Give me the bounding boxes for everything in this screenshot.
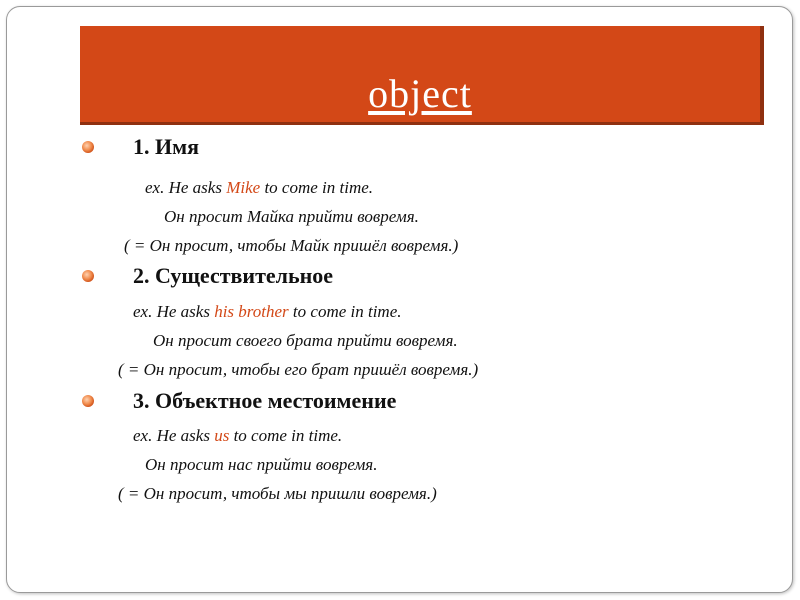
example-prefix: ex. He asks [145, 178, 227, 197]
translation-3: Он просит нас прийти вовремя. [145, 455, 378, 474]
example-suffix: to come in time. [229, 426, 343, 445]
section-heading-2: 2. Существительное [133, 263, 334, 288]
translation-2: Он просит своего брата прийти вовремя. [153, 331, 458, 350]
bullet-icon [82, 395, 94, 407]
example-sentence-2 [133, 302, 402, 322]
paraphrase-2: ( = Он просит, чтобы его брат пришёл вовремя.) [118, 360, 479, 379]
translation-1: Он просит Майка прийти вовремя. [164, 207, 419, 226]
example-prefix: ex. He asks [133, 426, 215, 445]
section-heading-3: 3. Объектное местоимение [133, 388, 397, 413]
paraphrase-3: ( = Он просит, чтобы мы пришли вовремя.) [118, 484, 437, 503]
highlighted-object: Mike [226, 178, 261, 197]
example-sentence-3 [133, 426, 342, 446]
section-heading-1: 1. Имя [133, 134, 199, 159]
highlighted-object: us [214, 426, 230, 445]
title-banner [80, 26, 764, 125]
example-suffix: to come in time. [260, 178, 374, 197]
example-suffix: to come in time. [288, 302, 402, 321]
highlighted-object: his brother [214, 302, 289, 321]
bullet-icon [82, 270, 94, 282]
example-sentence-1 [145, 178, 373, 198]
example-prefix: ex. He asks [133, 302, 215, 321]
bullet-icon [82, 141, 94, 153]
slide-title: object [368, 71, 472, 116]
paraphrase-1: ( = Он просит, чтобы Майк пришёл вовремя.) [124, 236, 459, 255]
